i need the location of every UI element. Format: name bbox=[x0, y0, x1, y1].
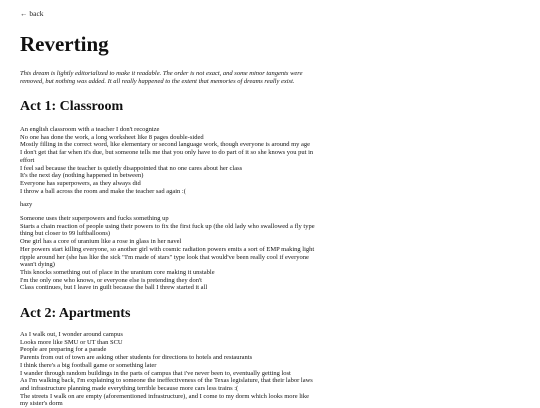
act1-line: Starts a chain reaction of people using their powers to fix the first fuck up (the old lady who swallowed a fly type thing but closer to 99 luftballoons) bbox=[20, 222, 315, 238]
act1-line: One girl has a core of uranium like a rose in glass in her navel bbox=[20, 238, 182, 246]
act2-line: Looks more like SMU or UT than SCU bbox=[20, 338, 123, 346]
act1-line: This knocks something out of place in the uranium core making it unstable bbox=[20, 268, 215, 276]
act1-line: I don't get that far when it's due, but someone tells me that you only have to do part of it so she knows you put in effort bbox=[20, 149, 314, 164]
act2-line: As I walk out, I wonder around campus bbox=[20, 331, 123, 338]
act1-line: I feel sad because the teacher is quietly disappointed that no one cares about her class bbox=[20, 164, 243, 172]
act1-heading: Act 1: Classroom bbox=[20, 99, 124, 114]
act1-line: It's the next day (nothing happened in between) bbox=[20, 172, 144, 180]
back-link[interactable]: ← back bbox=[20, 9, 44, 18]
act1-line: An english classroom with a teacher I don't recognize bbox=[20, 126, 160, 133]
act2-line: People are preparing for a parade bbox=[20, 346, 107, 354]
act1-line: Mostly filling in the correct word, like elementary or second language work, though everyone is around my age bbox=[20, 141, 311, 149]
act2-text bbox=[20, 331, 316, 408]
act1-line: Her powers start killing everyone, so another girl with cosmic radiation powers emits a sort of EMP making light ripple around her (she has like the sick "I'm made of stars" type look that would've been really cool if everyone wasn't dying) bbox=[20, 245, 315, 269]
act2-line: The streets I walk on are empty (aforementioned infrastructure), and I come to my dorm which looks more like my sister's dorm bbox=[20, 392, 309, 408]
intro-note: This dream is lightly editorialized to make it readable. The order is not exact, and some minor tangents were removed, but nothing was added. It all really happened to the extent that memories of dreams really exist. bbox=[20, 70, 303, 85]
act2-line: Parents from out of town are asking other students for directions to hotels and restaurants bbox=[20, 354, 253, 362]
act1-line: I'm the only one who knows, or everyone else is pretending they don't bbox=[20, 276, 202, 284]
act1-text bbox=[20, 126, 316, 292]
act2-heading: Act 2: Apartments bbox=[20, 306, 131, 321]
act2-line: As I'm walking back, I'm explaining to someone the ineffectiveness of the Texas legislature, that their labor laws and infrastructure planning made everything terrible because more cars less trains :( bbox=[20, 377, 313, 392]
act1-line: No one has done the work, a long worksheet like 8 pages double-sided bbox=[20, 133, 204, 141]
act1-line: Someone uses their superpowers and fucks something up bbox=[20, 215, 169, 223]
page-title: Reverting bbox=[20, 32, 109, 56]
act2-line: I wander through random buildings in the parts of campus that i've never been to, eventually getting lost bbox=[20, 369, 291, 377]
act1-line: Class continues, but I leave in guilt because the ball I threw started it all bbox=[20, 284, 208, 292]
act1-line: Everyone has superpowers, as they always did bbox=[20, 179, 141, 187]
act2-line: I think there's a big football game or something later bbox=[20, 361, 157, 369]
act1-line: I throw a ball across the room and make the teacher sad again :( bbox=[20, 187, 186, 195]
act1-hazy: hazy bbox=[20, 201, 33, 209]
